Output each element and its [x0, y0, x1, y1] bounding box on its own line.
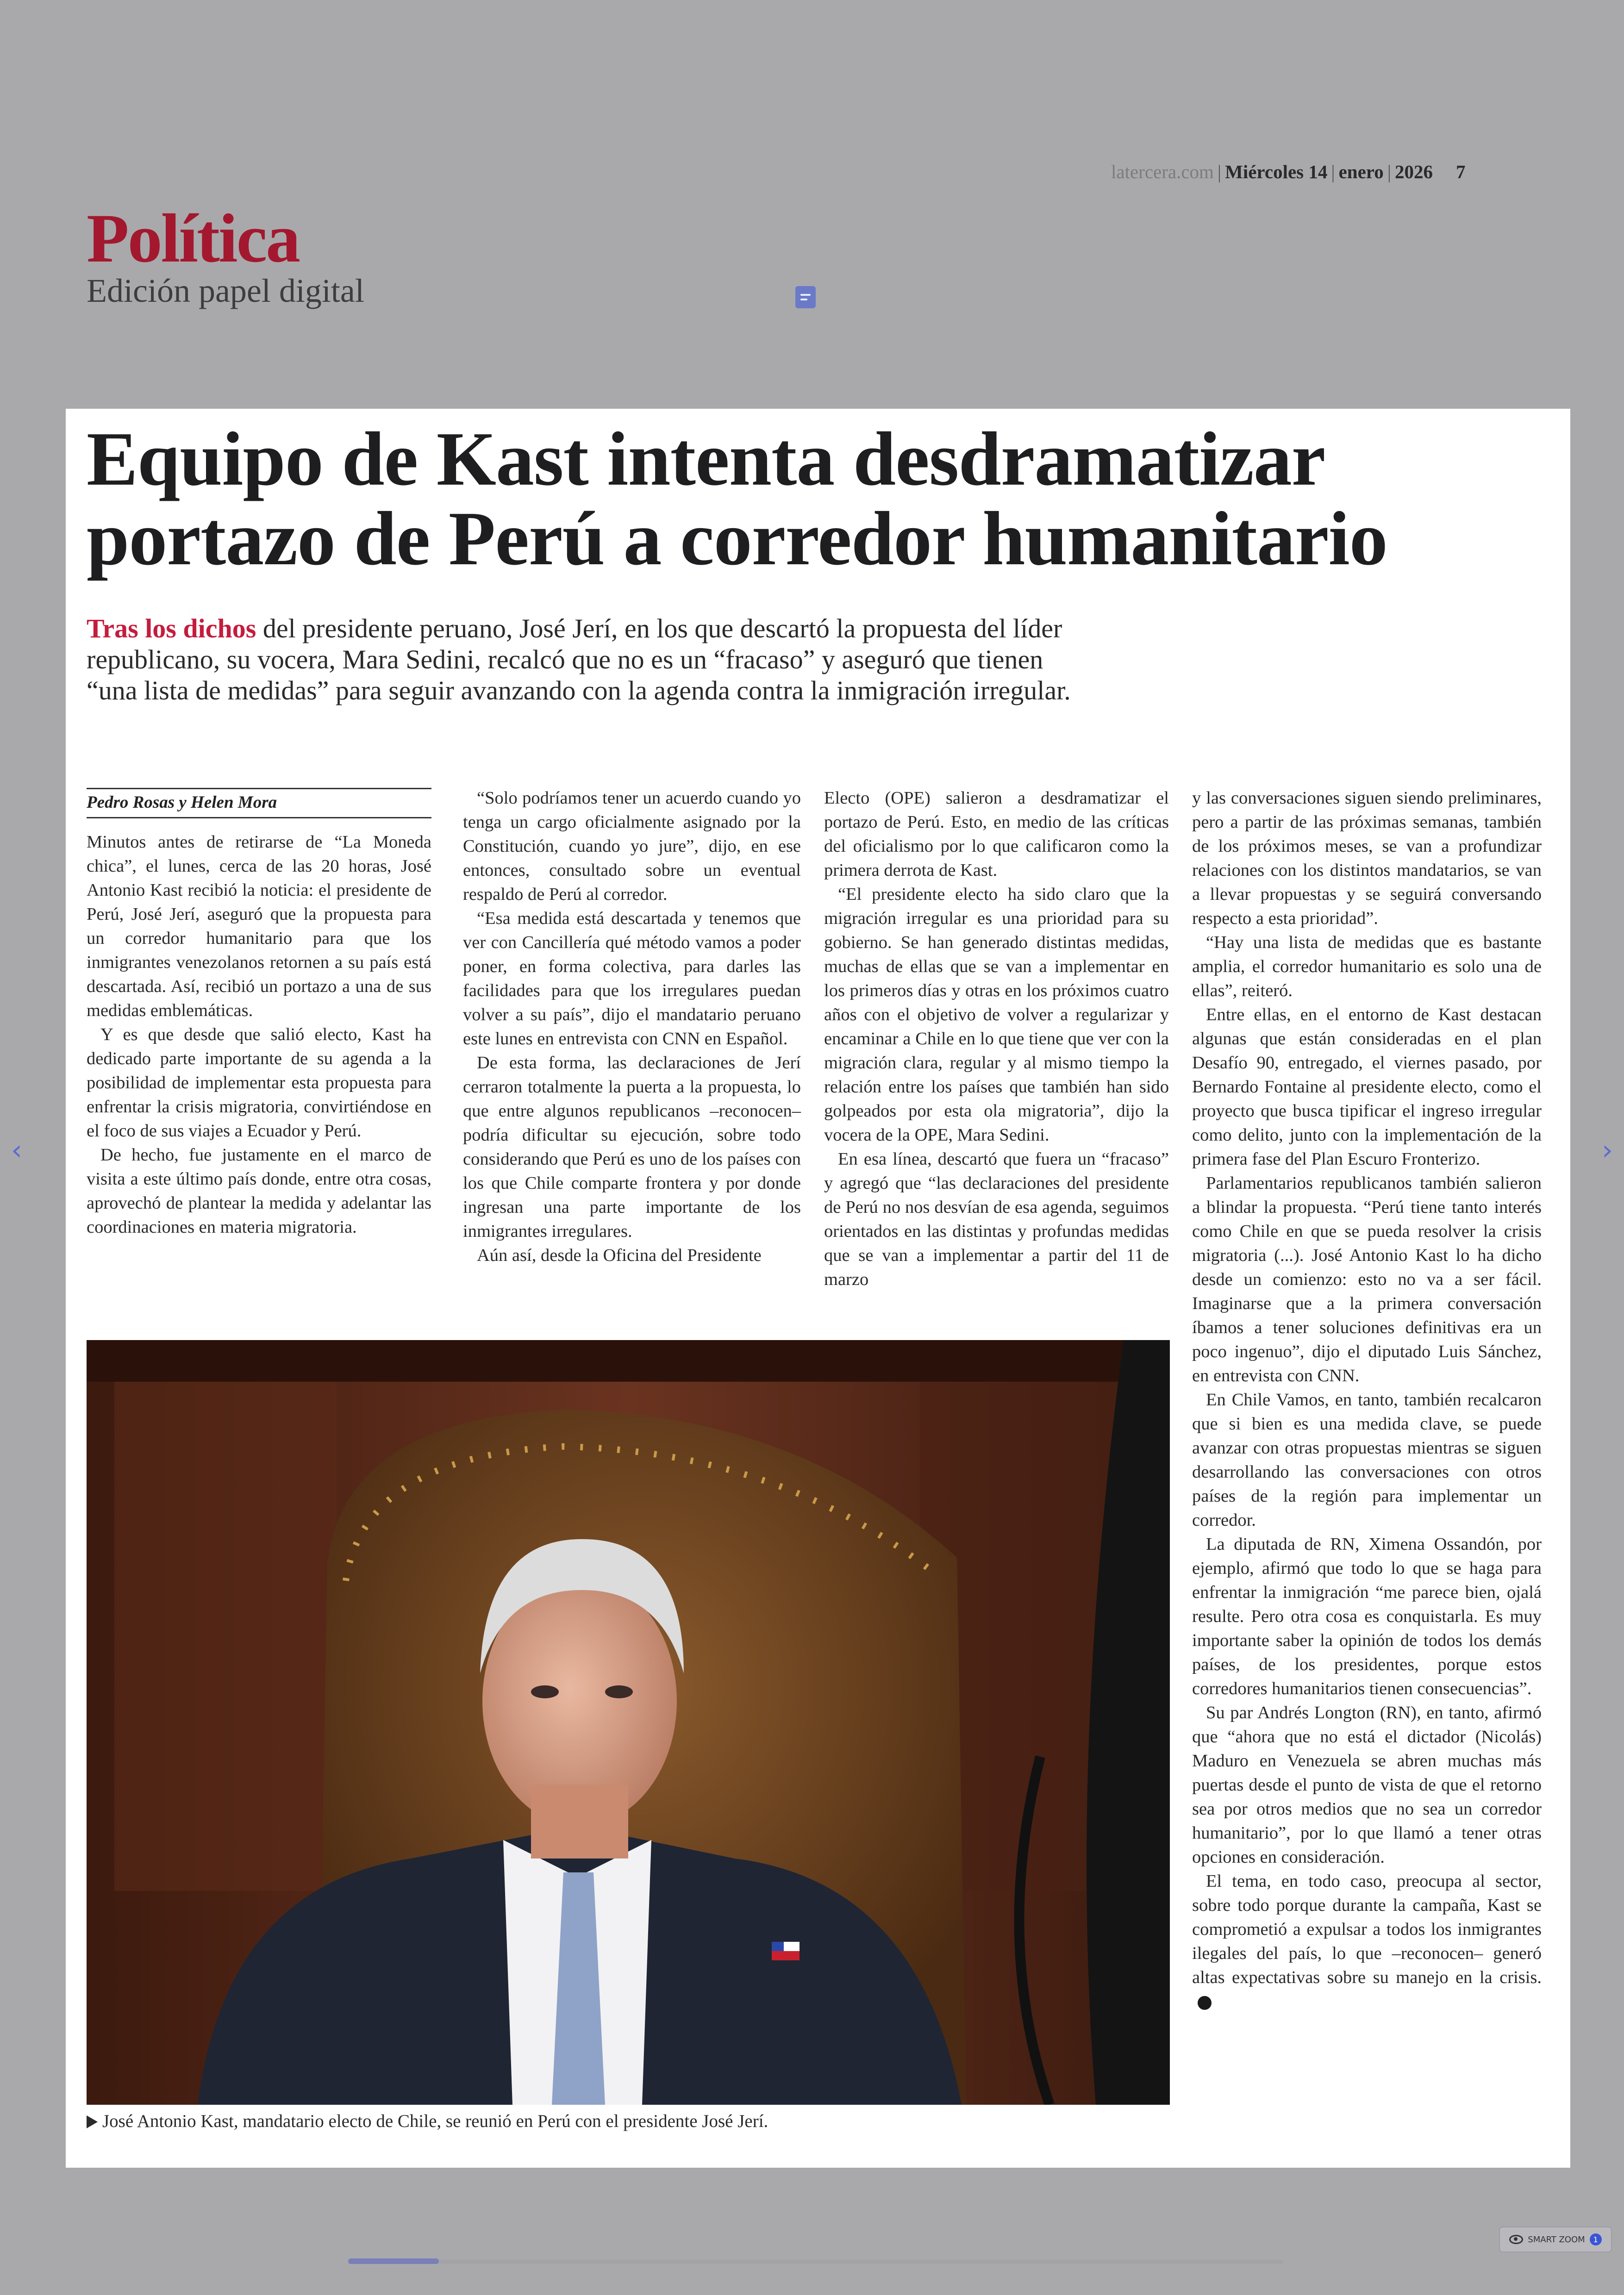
- paragraph: [1192, 1869, 1542, 2014]
- lead-accent: Tras los dichos: [87, 613, 256, 643]
- chevron-right-icon: ›: [1602, 1134, 1613, 1166]
- article-column-2: [463, 786, 801, 1267]
- paragraph: En esa línea, descartó que fuera un “fracaso” y agregó que “las declaraciones del presidente de Perú no nos desvían de esa agenda, seguimos orientados en las distintas y profundas medidas que se van a implementar a partir del 11 de marzo: [824, 1149, 1169, 1289]
- paragraph: Aún así, desde la Oficina del Presidente: [477, 1246, 762, 1265]
- smart-zoom-label: SMART ZOOM: [1528, 2234, 1585, 2245]
- page-scrollbar-thumb[interactable]: [348, 2258, 439, 2264]
- weekday: Miércoles 14: [1225, 161, 1328, 182]
- paragraph: “Solo podríamos tener un acuerdo cuando yo tenga un cargo oficialmente asignado por la Constitución, cuando yo jure”, dijo, en ese entonces, consultado sobre un eventual respaldo de Perú al corredor.: [463, 788, 801, 904]
- lead-line-2: republicano, su vocera, Mara Sedini, recalcó que no es un “fracaso” y aseguró que tienen: [87, 644, 1043, 674]
- paragraph: “El presidente electo ha sido claro que la migración irregular es una prioridad para su gobierno. Se han generado distintas medidas, muchas de ellas que se van a implementar en los primeros días y otras en los próximos cuatro años con el objetivo de volver a regularizar y encaminar a Chile en lo que tiene que ver con la migración clara, regular y al mismo tiempo la relación entre los países que también han sido golpeados por esta ola migratoria”, dijo la vocera de la OPE, Mara Sedini.: [824, 885, 1169, 1145]
- article-lead: [87, 613, 1253, 706]
- paragraph: En Chile Vamos, en tanto, también recalcaron que si bien es una medida clave, se puede avanzar con otras propuestas mientras se siguen desarrollando las conversaciones con otros países de la región para implementar un corredor.: [1192, 1390, 1542, 1530]
- section-subtitle: Edición papel digital: [87, 272, 364, 309]
- article-column-3: [824, 786, 1169, 1291]
- page-header-info: latercera.com | Miércoles 14 | enero | 2026 7: [1111, 161, 1466, 182]
- paragraph: De esta forma, las declaraciones de Jerí cerraron totalmente la puerta a la propuesta, lo que entre algunos republicanos –reconocen– podría dificultar su ejecución, sobre todo considerando que Perú es uno de los países con los que Chile comparte frontera y por donde ingresan una parte importante de los inmigrantes irregulares.: [463, 1053, 801, 1241]
- site-name: latercera.com: [1111, 161, 1214, 182]
- paragraph: “Esa medida está descartada y tenemos que ver con Cancillería qué método vamos a poder poner, en forma colectiva, para darles las facilidades para que los irregulares puedan volver a su país”, dijo el mandatario peruano este lunes en entrevista con CNN en Español.: [463, 909, 801, 1048]
- paragraph: Entre ellas, en el entorno de Kast destacan algunas que están consideradas en el plan Desafío 90, entregado, el viernes pasado, por Bernardo Fontaine al presidente electo, como el proyecto que busca tipificar el ingreso irregular como delito, junto con la implementación de la primera fase del Plan Escuro Fronterizo.: [1192, 1005, 1542, 1169]
- end-mark-icon: [1198, 1996, 1212, 2010]
- article-headline: [87, 416, 1545, 581]
- headline-line-1: Equipo de Kast intenta desdramatizar: [87, 416, 1325, 501]
- smart-zoom-button[interactable]: [1499, 2226, 1612, 2252]
- paragraph: La diputada de RN, Ximena Ossandón, por ejemplo, afirmó que todo lo que se haga para enfrentar la inmigración “me parece bien, ojalá resulte. Pero otra cosa es conquistarla. Es muy importante saber la opinión de todos los demás países, de los presidentes, porque estos corredores humanitarios tienen consecuencias”.: [1192, 1534, 1542, 1698]
- photo-illustration: [87, 1340, 1170, 2105]
- smart-zoom-count: 1: [1590, 2233, 1602, 2245]
- paragraph: Minutos antes de retirarse de “La Moneda chica”, el lunes, cerca de las 20 horas, José Antonio Kast recibió la noticia: el presidente de Perú, José Jerí, aseguró que la propuesta para un corredor humanitario para que los inmigrantes venezolanos retornen a su país está descartada. Así, recibió un portazo a una de sus medidas emblemáticas.: [87, 832, 431, 1020]
- paragraph: De hecho, fue justamente en el marco de visita a este último país donde, entre otra cosas, aprovechó de plantear la medida y adelantar las coordinaciones en materia migratoria.: [87, 1145, 431, 1237]
- article-column-1: [87, 830, 431, 1239]
- lead-line-3: “una lista de medidas” para seguir avanzando con la agenda contra la inmigración irregular.: [87, 675, 1071, 705]
- section-title: Política: [87, 200, 300, 277]
- paragraph: “Hay una lista de medidas que es bastante amplia, el corredor humanitario es solo una de ellas”, reiteró.: [1192, 933, 1542, 1000]
- paragraph: Electo (OPE) salieron a desdramatizar el portazo de Perú. Esto, en medio de las críticas del oficialismo por lo que calificaron como la primera derrota de Kast.: [824, 788, 1169, 880]
- byline: Pedro Rosas y Helen Mora: [87, 792, 431, 818]
- previous-page-button[interactable]: [3, 1136, 31, 1164]
- headline-line-2: portazo de Perú a corredor humanitario: [87, 496, 1387, 581]
- page-scrollbar[interactable]: [348, 2260, 1283, 2264]
- year: 2026: [1394, 161, 1433, 182]
- paragraph: Parlamentarios republicanos también salieron a blindar la propuesta. “Perú tiene tanto interés como Chile en que se pueda resolver la crisis migratoria (...). José Antonio Kast lo ha dicho desde un comienzo: esto no va a ser fácil. Imaginarse que a la primera conversación íbamos a tener soluciones definitivas era un poco ingenuo”, dijo el diputado Luis Sánchez, en entrevista con CNN.: [1192, 1173, 1542, 1385]
- lead-line-1: del presidente peruano, José Jerí, en los que descartó la propuesta del líder: [256, 613, 1062, 643]
- eye-icon: [1509, 2235, 1523, 2244]
- chevron-left-icon: ‹: [11, 1134, 22, 1166]
- paragraph: Su par Andrés Longton (RN), en tanto, afirmó que “ahora que no está el dictador (Nicolás) Maduro en Venezuela se abren muchas más puertas desde el punto de vista de que el retorno sea por otros medios que no sea un corredor humanitario”, por lo que llamó a tener otras opciones en consideración.: [1192, 1703, 1542, 1867]
- next-page-button[interactable]: [1593, 1136, 1621, 1164]
- month: enero: [1338, 161, 1384, 182]
- paragraph: y las conversaciones siguen siendo preliminares, pero a partir de las próximas semanas, también de los próximos meses, se van a profundizar relaciones con los distintos mandatarios, se van a llevar propuestas y se seguirá conversando respecto a esta prioridad”.: [1192, 788, 1542, 928]
- byline-rule: [87, 788, 431, 789]
- article-column-4: [1192, 786, 1542, 2014]
- paragraph: Y es que desde que salió electo, Kast ha dedicado parte importante de su agenda a la posibilidad de implementar esta propuesta para enfrentar la crisis migratoria, convirtiéndose en el foco de sus viajes a Ecuador y Perú.: [87, 1025, 431, 1141]
- note-icon[interactable]: [795, 286, 816, 308]
- page-number: 7: [1455, 161, 1466, 182]
- caption-marker-icon: [87, 2115, 98, 2128]
- paragraph-text: El tema, en todo caso, preocupa al sector, sobre todo porque durante la campaña, Kast se comprometió a expulsar a todos los inmigrantes ilegales del país, lo que –reconocen– generó altas expectativas sobre su manejo en la crisis.: [1192, 1871, 1542, 1987]
- caption-text: José Antonio Kast, mandatario electo de Chile, se reunió en Perú con el presidente José Jerí.: [102, 2111, 768, 2131]
- photo-caption: [87, 2111, 1170, 2132]
- article-photo: [87, 1340, 1170, 2105]
